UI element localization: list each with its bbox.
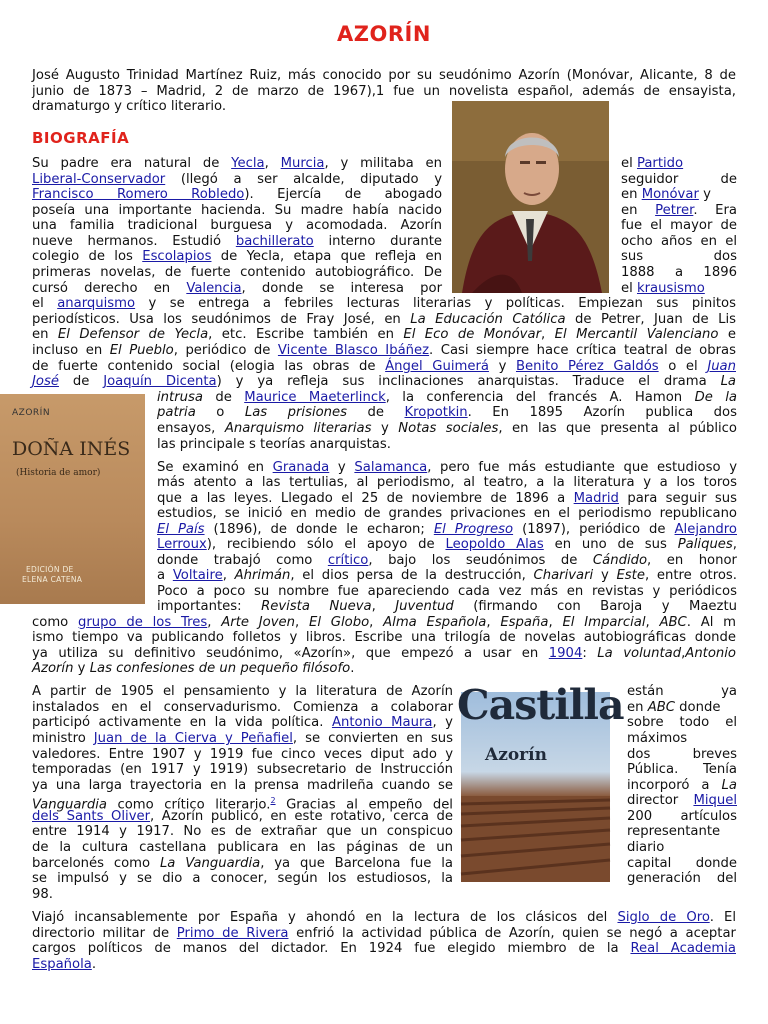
link-maeterlinck[interactable]: Maurice Maeterlinck — [244, 390, 386, 405]
p2-line-11: como grupo de los Tres, Arte Joven, El Globo, Alma Española, España, El Imparcial, ABC. Al m — [32, 615, 737, 630]
link-perez-galdos[interactable]: Benito Pérez Galdós — [515, 359, 659, 374]
p1-line-11: periodísticos. Usa los seudónimos de Fray José, en La Educación Católica de Petrer, Juan de Lis — [32, 312, 737, 327]
p2-line-3: que a las leyes. Llegado el 25 de noviembre de 1896 a Madrid para seguir sus — [157, 491, 737, 506]
link-leopoldo-alas[interactable]: Leopoldo Alas — [445, 537, 544, 552]
p1-line-6: nueve hermanos. Estudió bachillerato interno durante — [32, 234, 442, 249]
p2-line-12: ismo tiempo va publicando folletos y libros. Escribe una trilogía de novelas autobiográficas donde — [32, 630, 736, 645]
link-juan-jose-1[interactable]: Juan — [707, 359, 736, 374]
book1-subtitle: (Historia de amor) — [16, 468, 101, 478]
book2-author: Azorín — [485, 745, 547, 765]
p4-line-1: Viajó incansablemente por España y ahondó en la lectura de los clásicos del Siglo de Oro. El — [32, 910, 736, 925]
link-miquel-2[interactable]: dels Sants Oliver — [32, 809, 151, 824]
link-1904[interactable]: 1904 — [548, 646, 583, 661]
link-liberal-conservador[interactable]: Liberal-Conservador — [32, 172, 166, 187]
p1-line-18: ensayos, Anarquismo literarias y Notas sociales, en las que presenta al público — [157, 421, 737, 436]
p3-right-12: capital donde — [627, 856, 737, 871]
link-joaquin-dicenta[interactable]: Joaquín Dicenta — [103, 374, 217, 389]
section-title: BIOGRAFÍA — [32, 129, 130, 147]
p3-line-2: instalados en el conservadurismo. Comienza a colaborar — [32, 700, 453, 715]
p3-right-3: sobre todo el — [627, 715, 737, 730]
p2-line-14: Azorín y Las confesiones de un pequeño filósofo. — [32, 661, 355, 676]
link-kropotkin[interactable]: Kropotkin — [404, 405, 468, 420]
p3-line-11: de la cultura castellana publicara en las páginas de un — [32, 840, 453, 855]
link-juan-jose-2[interactable]: José — [32, 374, 59, 389]
p2-line-5: El País (1896), de donde le echaron; El Progreso (1897), periódico de Alejandro — [157, 522, 737, 537]
p1-right-4: en Petrer. Era — [621, 203, 737, 218]
p3-right-4: máximos — [627, 731, 688, 746]
p1-line-5: una familia tradicional burguesa y acomodada. Azorín — [32, 218, 442, 233]
p2-line-4: estudios, se inició en medio de grandes privaciones en el periodismo republicano — [157, 506, 737, 521]
p2-line-6: Lerroux), recibiendo sólo el apoyo de Leopoldo Alas en uno de sus Paliques, — [157, 537, 737, 552]
link-critico[interactable]: crítico — [327, 553, 369, 568]
p3-line-13: se impulsó y se dio a conocer, según los estudiosos, la — [32, 871, 453, 886]
link-real-academia-2[interactable]: Española — [32, 957, 92, 972]
p3-right-9: 200 artículos — [627, 809, 737, 824]
p2-line-9: Poco a poco su nombre fue apareciendo cada vez más en revistas y periódicos — [157, 584, 737, 599]
link-monovar[interactable]: Monóvar — [641, 187, 699, 202]
p3-line-6: temporadas (en 1917 y 1919) subsecretario de Instrucción — [32, 762, 453, 777]
link-grupo-de-los-tres[interactable]: grupo de los Tres — [78, 615, 208, 630]
link-primo-de-rivera[interactable]: Primo de Rivera — [176, 926, 289, 941]
p1-right-3: en Monóvar y — [621, 187, 711, 202]
p1-right-5: fue el mayor de — [621, 218, 737, 233]
link-miquel-1[interactable]: Miquel — [693, 793, 737, 808]
book1-editor: ELENA CATENA — [22, 575, 83, 584]
link-voltaire[interactable]: Voltaire — [172, 568, 223, 583]
p1-line-8: primeras novelas, de fuerte contenido autobiográfico. De — [32, 265, 442, 280]
p2-line-1: Se examinó en Granada y Salamanca, pero fue más estudiante que estudioso y — [157, 460, 737, 475]
p3-line-9: dels Sants Oliver, Azorín publicó, en este rotativo, cerca de — [32, 809, 453, 824]
p4-line-4: Española. — [32, 957, 97, 972]
p3-right-6: Pública. Tenía — [627, 762, 737, 777]
link-anarquismo[interactable]: anarquismo — [57, 296, 136, 311]
link-francisco-romero-robledo[interactable]: Francisco Romero Robledo — [32, 187, 245, 202]
link-murcia[interactable]: Murcia — [280, 156, 325, 171]
link-juan-de-la-cierva[interactable]: Juan de la Cierva y Peñafiel — [93, 731, 293, 746]
p1-right-8: 1888 a 1896 — [621, 265, 737, 280]
link-petrer[interactable]: Petrer — [655, 203, 694, 218]
p1-right-7: sus dos — [621, 249, 737, 264]
p1-line-7: colegio de los Escolapios de Yecla, etapa que refleja en — [32, 249, 442, 264]
footnote-2-link[interactable]: 2 — [270, 796, 276, 805]
p3-right-5: dos breves — [627, 747, 737, 762]
link-bachillerato[interactable]: bachillerato — [235, 234, 314, 249]
p3-line-14: 98. — [32, 887, 53, 902]
link-antonio-maura[interactable]: Antonio Maura — [331, 715, 433, 730]
link-madrid[interactable]: Madrid — [573, 491, 619, 506]
p2-line-13: ya utiliza su definitivo seudónimo, «Azorín», que empezó a usar en 1904: La voluntad,Antonio — [32, 646, 737, 661]
book1-author: AZORÍN — [12, 408, 51, 418]
p3-right-11: diario — [627, 840, 665, 855]
p1-line-14: de fuerte contenido social (elogia las obras de Ángel Guimerá y Benito Pérez Galdós o el Juan — [32, 359, 736, 374]
p2-line-8: a Voltaire, Ahrimán, el dios persa de la destrucción, Charivari y Este, entre otros. — [157, 568, 737, 583]
p3-line-4: ministro Juan de la Cierva y Peñafiel, se convierten en sus — [32, 731, 453, 746]
p2-line-2: más atento a las tertulias, al periodismo, al teatro, a la literatura y a los toros — [157, 475, 737, 490]
portrait-drawing — [452, 101, 609, 293]
p3-line-1: A partir de 1905 el pensamiento y la literatura de Azorín — [32, 684, 453, 699]
link-valencia[interactable]: Valencia — [186, 281, 242, 296]
link-real-academia-1[interactable]: Real Academia — [630, 941, 736, 956]
link-alejandro-lerroux-1[interactable]: Alejandro — [674, 522, 737, 537]
p4-line-2: directorio militar de Primo de Rivera enfrió la actividad pública de Azorín, quien se negó a aceptar — [32, 926, 736, 941]
p4-line-3: cargos políticos de manos del dictador. En 1924 fue elegido miembro de la Real Academia — [32, 941, 736, 956]
dona-ines-book-cover-image — [0, 394, 145, 604]
link-siglo-de-oro[interactable]: Siglo de Oro — [617, 910, 710, 925]
p3-right-1: están ya — [627, 684, 737, 699]
link-el-pais[interactable]: El País — [157, 522, 205, 537]
link-partido[interactable]: Partido — [636, 156, 684, 171]
p3-right-7: incorporó a La — [627, 778, 737, 793]
p3-line-5: valedores. Entre 1907 y 1919 fue cinco veces diput ado y — [32, 747, 453, 762]
p1-line-9: cursó derecho en Valencia, donde se interesa por — [32, 281, 442, 296]
page-title: AZORÍN — [337, 22, 431, 46]
p3-right-8: director Miquel — [627, 793, 737, 808]
p3-right-13: generación del — [627, 871, 737, 886]
p1-line-19: las principale s teorías anarquistas. — [157, 437, 391, 452]
p1-line-10: el anarquismo y se entrega a febriles lecturas literarias y políticas. Empiezan sus pinitos — [32, 296, 736, 311]
p1-line-12: en El Defensor de Yecla, etc. Escribe también en El Eco de Monóvar, El Mercantil Valenciano e — [32, 327, 736, 342]
link-granada[interactable]: Granada — [272, 460, 330, 475]
book2-title: Castilla — [457, 681, 624, 729]
link-alejandro-lerroux-2[interactable]: Lerroux — [157, 537, 207, 552]
p1-line-1: Su padre era natural de Yecla, Murcia, y militaba en — [32, 156, 442, 171]
p1-right-2: seguidor de — [621, 172, 737, 187]
intro-paragraph: José Augusto Trinidad Martínez Ruiz, más conocido por su seudónimo Azorín (Monóvar, Alicante, 8 de junio de 1873 – Madrid, 2 de marzo de 1967),1 fue un novelista español, además de ensayista, dramaturgo y crítico literario. — [32, 68, 736, 115]
p1-line-3: Francisco Romero Robledo). Ejercía de abogado — [32, 187, 443, 202]
p1-line-4: poseía una importante hacienda. Su madre había nacido — [32, 203, 442, 218]
link-salamanca[interactable]: Salamanca — [354, 460, 428, 475]
link-escolapios[interactable]: Escolapios — [142, 249, 212, 264]
p1-right-9: el krausismo — [621, 281, 705, 296]
p3-line-10: entre 1914 y 1917. No es de extrañar que un conspicuo — [32, 824, 453, 839]
plowed-field-drawing — [461, 796, 610, 882]
p3-line-12: barcelonés como La Vanguardia, ya que Barcelona fue la — [32, 856, 453, 871]
link-krausismo[interactable]: krausismo — [636, 281, 705, 296]
link-angel-guimera[interactable]: Ángel Guimerá — [385, 359, 489, 374]
p3-line-7: ya una larga trayectoria en la prensa madrileña cuando se — [32, 778, 453, 793]
p3-line-8: Vanguardia como crítico literario.$^2$ Gracias al empeño del — [32, 796, 453, 813]
book1-title: DOÑA INÉS — [12, 438, 131, 460]
p3-right-10: representante — [627, 824, 721, 839]
p2-line-10: importantes: Revista Nueva, Juventud (firmando con Baroja y Maeztu — [157, 599, 737, 614]
link-blasco-ibanez[interactable]: Vicente Blasco Ibáñez — [277, 343, 430, 358]
p1-right-6: ocho años en el — [621, 234, 737, 249]
book1-edition: EDICIÓN DE — [26, 565, 74, 574]
link-el-progreso[interactable]: El Progreso — [433, 522, 514, 537]
p1-line-2: Liberal-Conservador (llegó a ser alcalde, diputado y — [32, 172, 442, 187]
castilla-book-cover-image — [457, 681, 624, 882]
p3-right-2: en ABC donde — [627, 700, 721, 715]
p1-right-1: el Partido — [621, 156, 684, 171]
azorin-portrait-image — [452, 101, 609, 293]
p1-line-15: José de Joaquín Dicenta) y ya refleja sus inclinaciones anarquistas. Traduce el drama La — [32, 374, 737, 389]
p1-line-13: incluso en El Pueblo, periódico de Vicente Blasco Ibáñez. Casi siempre hace crítica teatral de obras — [32, 343, 736, 358]
p1-line-17: patria o Las prisiones de Kropotkin. En 1895 Azorín publica dos — [157, 405, 737, 420]
p2-line-7: donde trabajó como crítico, bajo los seudónimos de Cándido, en honor — [157, 553, 737, 568]
p3-line-3: participó activamente en la vida política. Antonio Maura, y — [32, 715, 453, 730]
link-yecla[interactable]: Yecla — [231, 156, 265, 171]
p1-line-16: intrusa de Maurice Maeterlinck, la conferencia del francés A. Hamon De la — [157, 390, 737, 405]
